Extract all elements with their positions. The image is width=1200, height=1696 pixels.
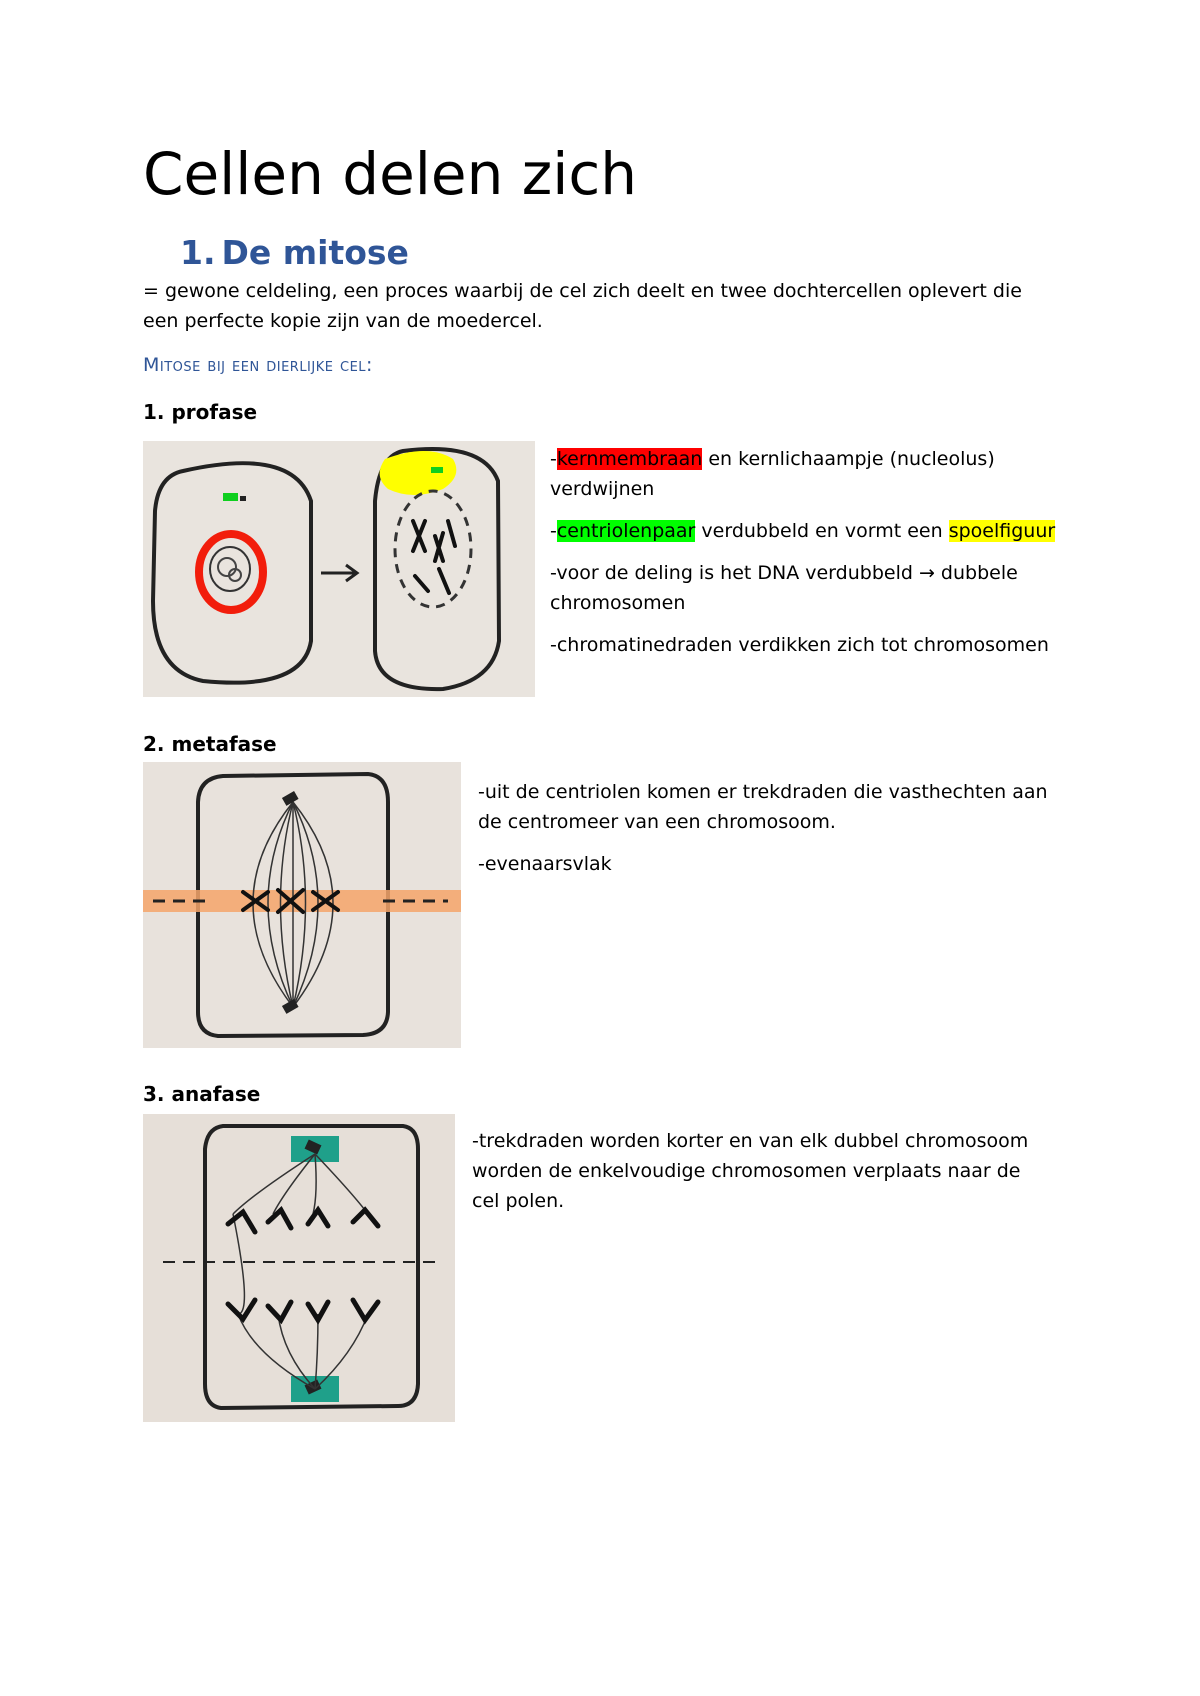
anafase-image — [143, 1114, 455, 1422]
highlight-centriolenpaar: centriolenpaar — [556, 520, 696, 542]
metafase-text — [478, 777, 1058, 891]
section-number: 1. — [180, 233, 216, 272]
profase-image — [143, 441, 535, 697]
intro-text: = gewone celdeling, een proces waarbij de cel zich deelt en twee dochtercellen oplevert die een perfecte kopie zijn van de moedercel. — [143, 280, 1022, 332]
section-heading — [180, 231, 409, 275]
anafase-line-1: -trekdraden worden korter en van elk dubbel chromosoom worden de enkelvoudige chromosomen verplaats naar de cel polen. — [472, 1130, 1029, 1212]
metafase-line-1: -uit de centriolen komen er trekdraden die vasthechten aan de centromeer van een chromosoom. — [478, 781, 1048, 833]
highlight-spoelfiguur: spoelfiguur — [948, 520, 1056, 542]
anafase-text — [472, 1126, 1052, 1228]
section-label: De mitose — [221, 233, 409, 272]
subheading: Mitose bij een dierlijke cel: — [143, 354, 373, 376]
profase-line-4: -chromatinedraden verdikken zich tot chromosomen — [550, 634, 1049, 656]
metafase-image — [143, 762, 461, 1048]
profase-heading: 1. profase — [143, 400, 258, 424]
profase-line-2: -centriolenpaar verdubbeld en vormt een spoelfiguur — [550, 520, 1056, 542]
profase-line-3: -voor de deling is het DNA verdubbeld → dubbele chromosomen — [550, 562, 1018, 614]
profase-text — [550, 444, 1070, 672]
page-title: Cellen delen zich — [143, 140, 637, 208]
highlight-kernmembraan: kernmembraan — [556, 448, 703, 470]
metafase-line-2: -evenaarsvlak — [478, 853, 612, 875]
anafase-heading: 3. anafase — [143, 1082, 261, 1106]
metafase-heading: 2. metafase — [143, 732, 277, 756]
profase-line-1: -kernmembraan en kernlichaampje (nucleolus) verdwijnen — [550, 448, 995, 500]
